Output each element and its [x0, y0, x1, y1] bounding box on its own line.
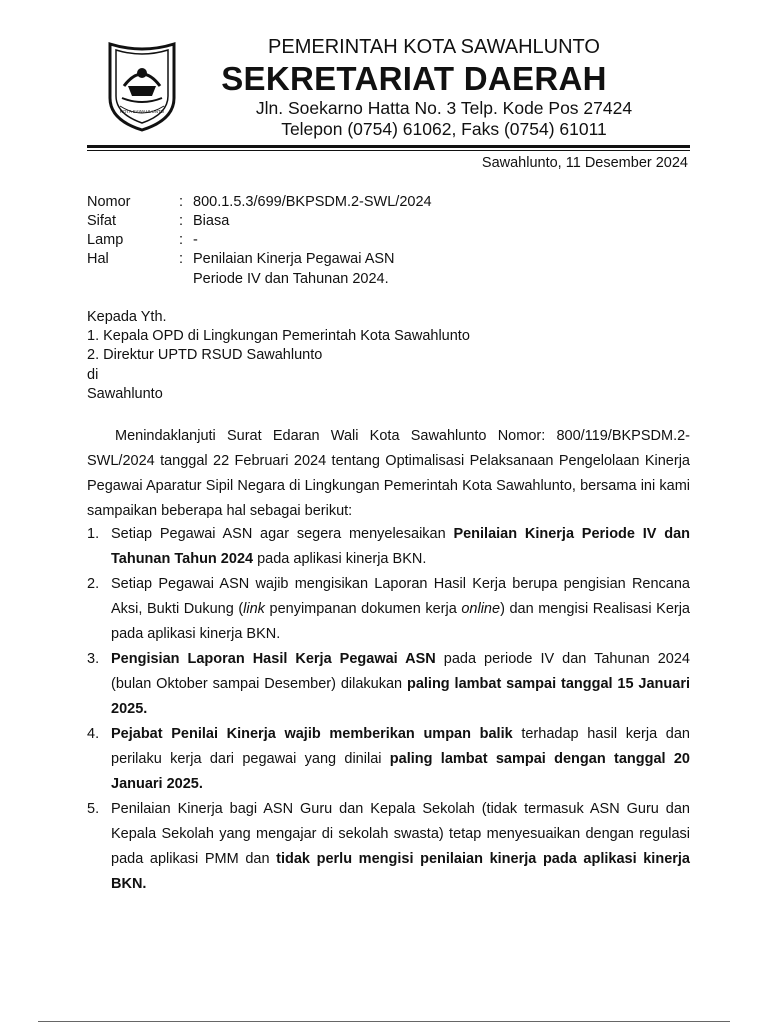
meta-colon: : — [179, 194, 184, 210]
recipient-di: di — [87, 366, 99, 383]
nomor-value: 800.1.5.3/699/BKPSDM.2-SWL/2024 — [193, 194, 432, 210]
nomor-label: Nomor — [87, 194, 131, 210]
list-item — [87, 572, 690, 647]
item-text: pada periode IV dan Tahunan 2024 (bulan Oktober sampai Desember) dilakukan — [111, 651, 690, 692]
lamp-value: - — [193, 232, 198, 248]
list-item — [87, 797, 690, 897]
intro-paragraph — [87, 424, 690, 524]
item-bold-text: Pejabat Penilai Kinerja wajib memberikan umpan balik — [111, 726, 513, 742]
item-bold-text: Penilaian Kinerja Periode IV dan Tahunan Tahun 2024 — [111, 526, 690, 567]
meta-colon: : — [179, 251, 184, 267]
letterhead-divider-thin — [87, 150, 690, 151]
letterhead-divider-thick — [87, 145, 690, 148]
instruction-list — [87, 522, 690, 897]
letterhead-government: PEMERINTAH KOTA SAWAHLUNTO — [268, 36, 600, 58]
svg-text:KOTA SAWAHLUNTO: KOTA SAWAHLUNTO — [119, 109, 165, 114]
list-item — [87, 647, 690, 722]
list-number: 5. — [87, 801, 100, 817]
recipient-greeting: Kepada Yth. — [87, 309, 167, 325]
list-number: 2. — [87, 576, 100, 592]
letterhead-address: Jln. Soekarno Hatta No. 3 Telp. Kode Pos 27424 — [255, 98, 633, 118]
list-number: 4. — [87, 726, 100, 742]
recipient-place: Sawahlunto — [87, 385, 163, 402]
recipient-line: 2. Direktur UPTD RSUD Sawahlunto — [87, 347, 323, 364]
item-bold-text: tidak perlu mengisi penilaian kinerja pada aplikasi kinerja BKN. — [111, 851, 690, 892]
item-bold-text: paling lambat sampai dengan tanggal 20 Januari 2025. — [111, 751, 690, 792]
letterhead-office: SEKRETARIAT DAERAH — [221, 60, 607, 97]
item-bold-text: Pengisian Laporan Hasil Kerja Pegawai ASN — [111, 651, 436, 667]
letterhead-phone: Telepon (0754) 61062, Faks (0754) 61011 — [281, 119, 607, 139]
item-text: Setiap Pegawai ASN wajib mengisikan Laporan Hasil Kerja berupa pengisian Rencana Aksi, Bukti Dukung ( — [111, 576, 690, 617]
item-italic-text: online — [461, 601, 501, 617]
lamp-label: Lamp — [87, 232, 124, 248]
intro-text: Menindaklanjuti Surat Edaran Wali Kota Sawahlunto Nomor: 800/119/BKPSDM.2-SWL/2024 tanggal 22 Februari 2024 tentang Optimalisasi Pelaksanaan Pengelolaan Kinerja Pegawai Aparatur Sipil Negara di Lingkungan Pemerintah Kota Sawahlunto, bersama ini kami sampaikan beberapa hal sebagai berikut: — [87, 428, 690, 519]
item-text: ) dan mengisi Realisasi Kerja pada aplikasi kinerja BKN. — [111, 601, 690, 642]
recipient-block — [87, 308, 470, 404]
hal-label: Hal — [87, 251, 109, 267]
list-number: 3. — [87, 651, 100, 667]
letter-date: Sawahlunto, 11 Desember 2024 — [481, 155, 688, 171]
item-text: Setiap Pegawai ASN agar segera menyelesaikan — [111, 526, 454, 542]
page-bottom-edge — [38, 1021, 730, 1022]
hal-value-line1: Penilaian Kinerja Pegawai ASN — [193, 251, 395, 267]
hal-value-line2: Periode IV dan Tahunan 2024. — [193, 271, 389, 287]
meta-colon: : — [179, 232, 184, 248]
sifat-label: Sifat — [87, 213, 117, 229]
item-text: terhadap hasil kerja dan perilaku kerja dari pegawai yang dinilai — [111, 726, 690, 767]
list-number: 1. — [87, 526, 100, 542]
recipient-line: 1. Kepala OPD di Lingkungan Pemerintah Kota Sawahlunto — [87, 328, 470, 345]
list-item — [87, 722, 690, 797]
item-text: penyimpanan dokumen kerja — [264, 601, 462, 617]
item-text: pada aplikasi kinerja BKN. — [253, 551, 427, 567]
list-item — [87, 522, 690, 572]
sifat-value: Biasa — [193, 213, 230, 229]
item-italic-text: link — [243, 601, 265, 617]
item-bold-text: paling lambat sampai tanggal 15 Januari 2025. — [111, 676, 690, 717]
item-text: Penilaian Kinerja bagi ASN Guru dan Kepala Sekolah (tidak termasuk ASN Guru dan Kepala Sekolah yang mengajar di sekolah swasta) tetap menyesuaikan dengan regulasi pada aplikasi PMM dan — [111, 801, 690, 867]
meta-colon: : — [179, 213, 184, 229]
